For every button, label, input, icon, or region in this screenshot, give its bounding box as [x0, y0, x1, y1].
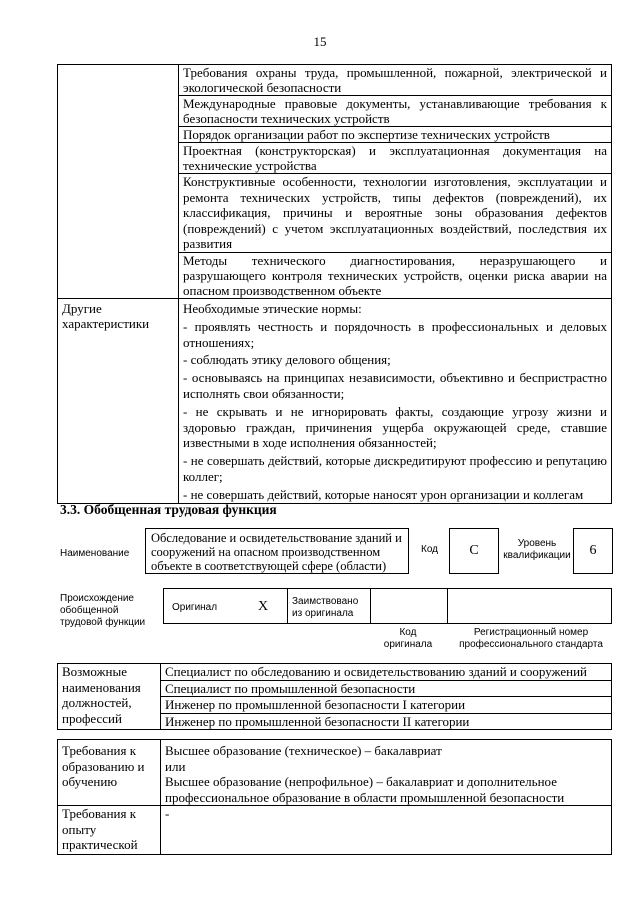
position-item: Специалист по обследованию и освидетельствованию зданий и сооружений	[161, 664, 611, 681]
other-characteristics-label: Другие характеристики	[58, 298, 179, 503]
education-label: Требования к образованию и обучению	[58, 740, 161, 806]
origin-divider	[287, 588, 288, 624]
borrowed-label: Заимствовано из оригинала	[292, 596, 359, 619]
experience-value: -	[161, 806, 612, 855]
positions-cell	[161, 664, 612, 730]
experience-label: Требования к опыту практической	[58, 806, 161, 855]
ethics-cell	[179, 298, 612, 503]
code-box	[449, 528, 499, 574]
position-item: Специалист по промышленной безопасности	[161, 681, 611, 698]
position-item: Инженер по промышленной безопасности II категории	[165, 713, 470, 729]
origin-label: Происхождение обобщенной трудовой функции	[60, 593, 146, 628]
requirements-table	[57, 739, 612, 855]
position-item: Инженер по промышленной безопасности I категории	[161, 697, 611, 714]
code-value: С	[469, 543, 479, 558]
level-box	[573, 528, 613, 574]
ethics-item: - основываясь на принципах независимости, объективно и беспристрастно исполнять свои обязанности;	[183, 370, 607, 401]
ethics-title: Необходимые этические нормы:	[183, 300, 362, 316]
section-title: 3.3. Обобщенная трудовая функция	[60, 502, 277, 517]
positions-table	[57, 663, 612, 730]
level-label: Уровень квалификации	[503, 538, 571, 561]
ethics-item: - проявлять честность и порядочность в профессиональных и деловых отношениях;	[183, 318, 607, 350]
original-mark: X	[258, 599, 269, 614]
education-line: Высшее образование (непрофильное) – бакалавриат и дополнительное профессиональное образование в области промышленной безопасности	[165, 774, 565, 805]
ethics-item: - соблюдать этику делового общения;	[183, 352, 391, 368]
positions-label: Возможные наименования должностей, профессий	[58, 664, 161, 730]
knowledge-row: Порядок организации работ по экспертизе технических устройств	[179, 127, 612, 143]
education-cell	[161, 740, 612, 806]
education-line: Высшее образование (техническое) – бакалавриат	[165, 743, 442, 758]
education-line: или	[165, 758, 186, 774]
ethics-item: - не совершать действий, которые наносят урон организации и коллегам	[183, 486, 584, 502]
origin-box	[163, 588, 612, 624]
knowledge-row: Методы технического диагностирования, неразрушающего и разрушающего контроля технических устройств, оценки риска аварии на опасном производственном объекте	[179, 252, 612, 298]
level-value: 6	[589, 543, 597, 558]
reg-number-caption: Регистрационный номер профессионального стандарта	[459, 627, 603, 650]
code-label: Код	[421, 544, 439, 555]
ethics-item: - не скрывать и не игнорировать факты, создающие угрозу жизни и здоровью граждан, причинения ущерба окружающей среде, ставшие известными в ходе исполнения обязанностей;	[183, 403, 607, 451]
knowledge-row: Конструктивные особенности, технологии изготовления, эксплуатации и ремонта технических устройств, типы дефектов (повреждений), их классификация, причины и вероятные зоны образования дефектов (повреждений) с учетом эксплуатационных воздействий, последствия их развития	[179, 174, 612, 253]
ethics-item: - не совершать действий, которые дискредитируют профессию и репутацию коллег;	[183, 453, 607, 484]
empty-label-cell	[58, 65, 179, 299]
knowledge-row: Требования охраны труда, промышленной, пожарной, электрической и экологической безопасности	[179, 65, 612, 96]
knowledge-row: Международные правовые документы, устанавливающие требования к безопасности технических устройств	[179, 96, 612, 127]
name-label: Наименование	[60, 548, 130, 559]
code-original-caption: Код оригинала	[383, 627, 433, 650]
origin-divider	[447, 588, 448, 624]
knowledge-row: Проектная (конструкторская) и эксплуатационная документация на технические устройства	[179, 143, 612, 174]
original-label: Оригинал	[172, 602, 218, 613]
origin-divider	[370, 588, 371, 624]
function-name-box	[145, 528, 409, 574]
function-name-value: Обследование и освидетельствование зданий и сооружений на опасном производственном объекте в соответствующей сфере (области)	[151, 531, 402, 573]
knowledge-table	[57, 64, 612, 504]
page-number: 15	[313, 34, 327, 49]
